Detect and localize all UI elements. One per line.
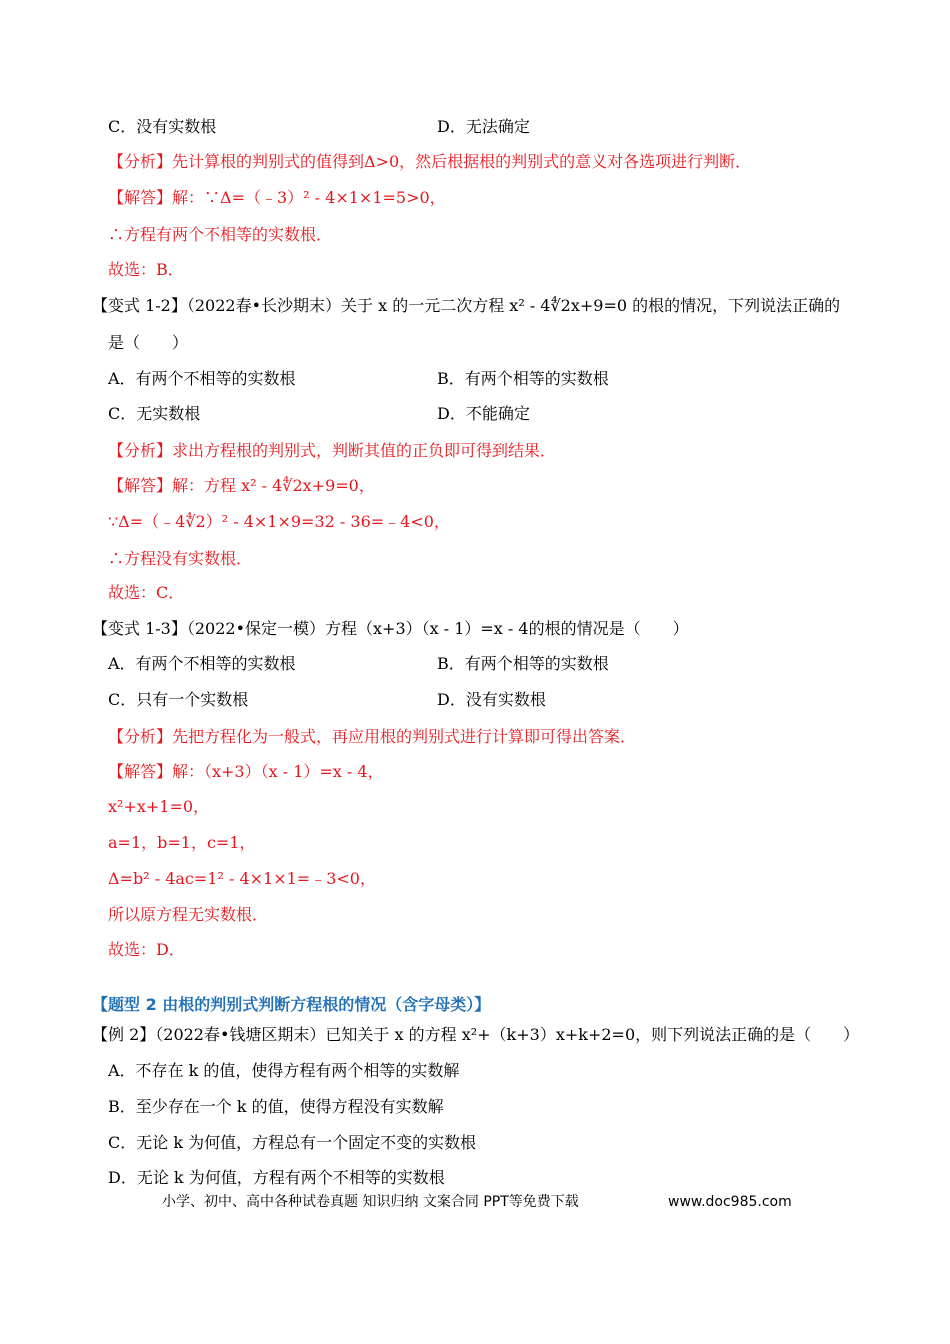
variant-1-2-title-cont: 是（ ）: [108, 333, 189, 352]
variant-1-2-option-c: C．无实数根: [108, 404, 201, 423]
variant-1-3-conclusion: 所以原方程无实数根．: [108, 905, 269, 924]
variant-1-2-conclusion: ∴方程没有实数根．: [108, 549, 253, 568]
variant-1-3-option-c: C．只有一个实数根: [108, 690, 249, 709]
footer-url[interactable]: www.doc985.com: [668, 1194, 792, 1210]
variant-1-2-solution-2: ∵Δ=（﹣4∜2）² - 4×1×9=32 - 36=﹣4<0，: [108, 512, 450, 531]
variant-1-2-answer: 故选：C．: [108, 583, 185, 602]
variant-1-2-solution-1: 【解答】解：方程 x² - 4∜2x+9=0，: [108, 476, 375, 495]
q1-1-solution: [108, 188, 446, 208]
variant-1-2-analysis: 【分析】求出方程根的判别式，判断其值的正负即可得到结果．: [108, 441, 557, 460]
solution-expression: ∵Δ=（﹣3）² - 4×1×1=5>0，: [204, 188, 446, 207]
variant-1-2-option-a: A．有两个不相等的实数根: [108, 369, 296, 388]
q1-1-analysis: 【分析】先计算根的判别式的值得到Δ>0，然后根据根的判别式的意义对各选项进行判断．: [108, 152, 752, 171]
q1-1-option-c: C．没有实数根: [108, 117, 217, 136]
variant-1-3-option-d: D．没有实数根: [437, 690, 546, 709]
footer-text: 小学、初中、高中各种试卷真题 知识归纳 文案合同 PPT等免费下载: [162, 1194, 579, 1210]
variant-1-3-solution-3: a=1，b=1，c=1，: [108, 833, 256, 852]
q1-1-conclusion: ∴方程有两个不相等的实数根．: [108, 225, 333, 244]
solution-label: 【解答】解：: [108, 188, 205, 207]
example-2-option-b: B．至少存在一个 k 的值，使得方程没有实数解: [108, 1097, 444, 1116]
variant-1-3-answer: 故选：D．: [108, 940, 185, 959]
variant-1-3-option-a: A．有两个不相等的实数根: [108, 654, 296, 673]
variant-1-3-solution-1: 【解答】解：（x+3）（x - 1）=x - 4，: [108, 762, 384, 781]
variant-1-3-solution-4: Δ=b² - 4ac=1² - 4×1×1=﹣3<0，: [108, 869, 376, 888]
q1-1-answer: 故选：B．: [108, 260, 184, 279]
variant-1-3-analysis: 【分析】先把方程化为一般式，再应用根的判别式进行计算即可得出答案．: [108, 727, 637, 746]
example-2-option-c: C．无论 k 为何值，方程总有一个固定不变的实数根: [108, 1133, 477, 1152]
example-2-option-a: A．不存在 k 的值，使得方程有两个相等的实数解: [108, 1061, 460, 1080]
variant-1-2-title: 【变式 1-2】（2022春•长沙期末）关于 x 的一元二次方程 x² - 4∜2x+9=0 的根的情况，下列说法正确的: [92, 296, 841, 315]
variant-1-3-solution-2: x²+x+1=0，: [108, 797, 210, 816]
type-2-heading: 【题型 2 由根的判别式判断方程根的情况（含字母类）】: [92, 995, 491, 1014]
variant-1-2-option-b: B．有两个相等的实数根: [437, 369, 609, 388]
q1-1-option-d: D．无法确定: [437, 117, 530, 136]
variant-1-3-title: 【变式 1-3】（2022•保定一模）方程（x+3）（x - 1）=x - 4的根的情况是（ ）: [92, 619, 689, 638]
variant-1-2-option-d: D．不能确定: [437, 404, 530, 423]
example-2-title: 【例 2】（2022春•钱塘区期末）已知关于 x 的方程 x²+（k+3）x+k+2=0，则下列说法正确的是（ ）: [92, 1025, 860, 1044]
variant-1-3-option-b: B．有两个相等的实数根: [437, 654, 609, 673]
example-2-option-d: D．无论 k 为何值，方程有两个不相等的实数根: [108, 1168, 445, 1187]
